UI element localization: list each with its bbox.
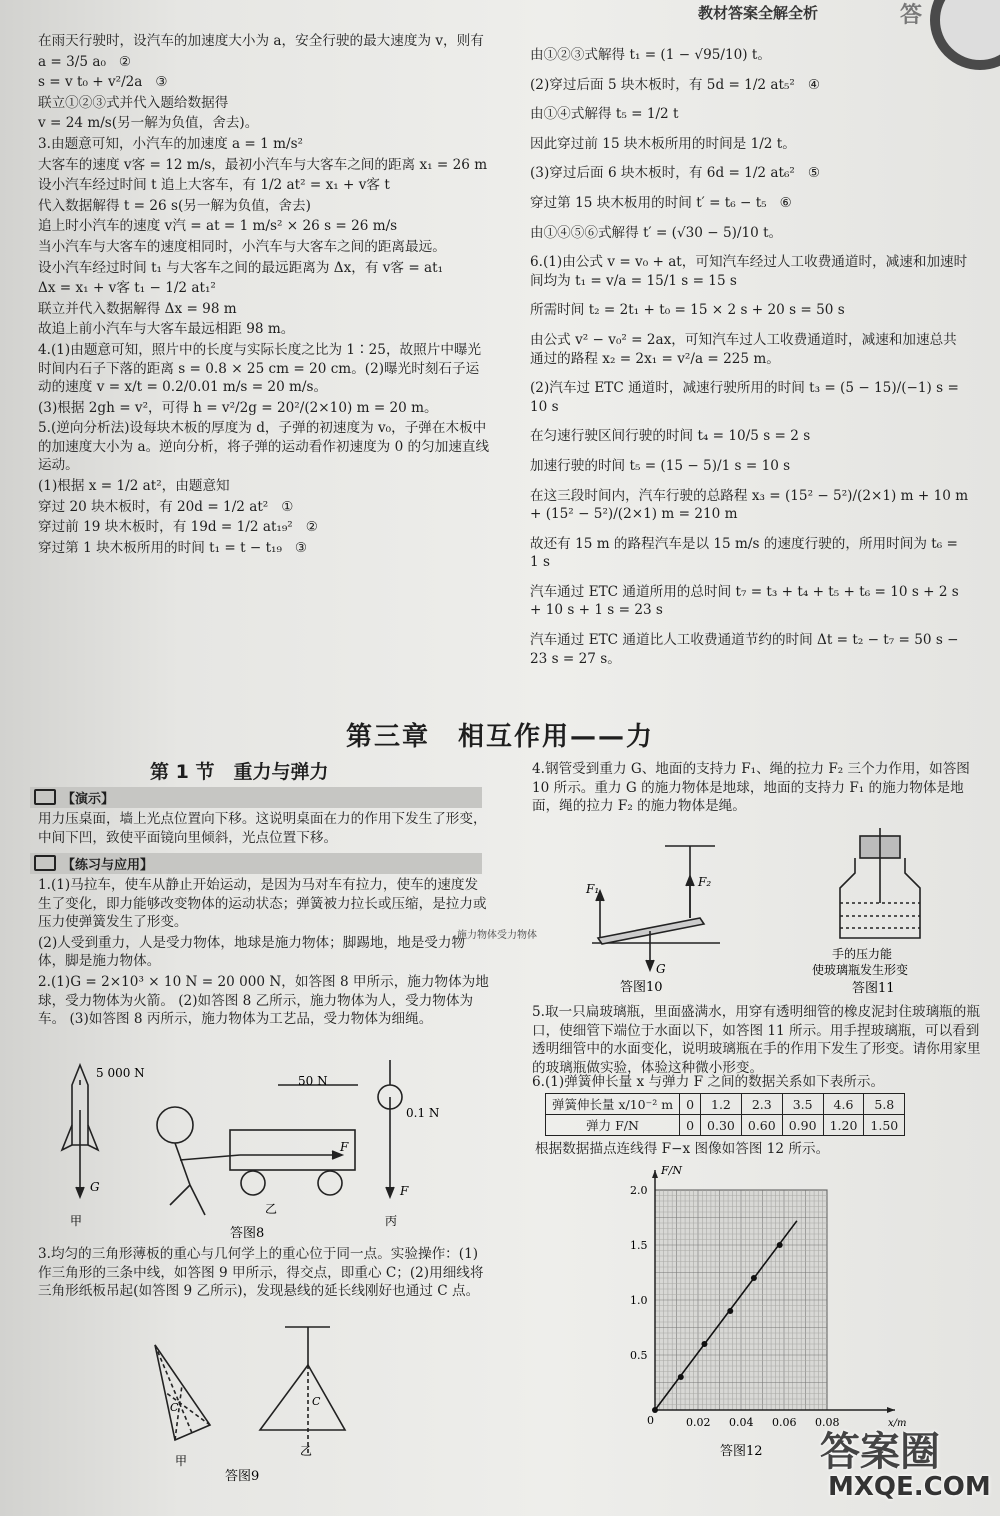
answer-paragraph: 4.钢管受到重力 G、地面的支持力 F₁、绳的拉力 F₂ 三个力作用，如答图 10 所示。重力 G 的施力物体是地球，地面的支持力 F₁ 的施力物体是地面，绳的拉力 F₂ 的施力物体是绳。 bbox=[532, 761, 975, 815]
chart-x-arrow bbox=[887, 1407, 895, 1413]
answer-paragraph: v = 24 m/s(另一解为负值，舍去)。 bbox=[38, 115, 259, 132]
fig10-g: G bbox=[656, 962, 666, 976]
watermark bbox=[820, 1420, 995, 1510]
fig8-bing: 丙 bbox=[385, 1214, 398, 1228]
chart-y-label: F/N bbox=[661, 1164, 682, 1177]
fig8-rocket-force: 5 000 N bbox=[96, 1066, 145, 1080]
answer-paragraph: 5.(逆向分析法)设每块木板的厚度为 d，子弹的初速度为 v₀，子弹在木板中的加速度大小为 a。逆向分析，将子弹的运动看作初速度为 0 的匀加速直线运动。 bbox=[38, 420, 490, 474]
table-cell: 2.3 bbox=[741, 1094, 782, 1115]
answer-paragraph: 汽车通过 ETC 通道所用的总时间 t₇ = t₃ + t₄ + t₅ + t₆ = 10 s + 2 s + 10 s + 1 s = 23 s bbox=[530, 583, 964, 619]
fig11-label-2: 使玻璃瓶发生形变 bbox=[812, 963, 909, 977]
watermark-line-1: 答案圈 bbox=[820, 1429, 940, 1475]
chart-y-tick-label: 0.5 bbox=[630, 1349, 648, 1362]
answer-paragraph: 2.(1)G = 2×10³ × 10 N = 20 000 N，如答图 8 甲所示，施力物体为地球，受力物体为火箭。 (2)如答图 8 乙所示，施力物体为人，受力物体为车。 (3)如答图 8 丙所示，施力物体为工艺品，受力物体为细绳。 bbox=[38, 973, 489, 1028]
table-cell: 1.50 bbox=[864, 1115, 905, 1136]
answer-paragraph: 3.由题意可知，小汽车的加速度 a = 1 m/s² bbox=[38, 135, 304, 152]
answer-paragraph: 在这三段时间内，汽车行驶的总路程 x₃ = (15² − 5²)/(2×1) m + 10 m + (15² − 5²)/(2×1) m = 210 m bbox=[530, 487, 973, 523]
margin-handwritten-note: 施力物体受力物体 bbox=[457, 930, 537, 941]
answer-paragraph: 穿过 20 块木板时，有 20d = 1/2 at² ① bbox=[38, 498, 294, 515]
answer-paragraph: a = 3/5 a₀ ② bbox=[38, 53, 132, 70]
answer-paragraph: (2)穿过后面 5 块木板时，有 5d = 1/2 at₅² ④ bbox=[530, 76, 821, 93]
answer-paragraph: 大客车的速度 v客 = 12 m/s，最初小汽车与大客车之间的距离 x₁ = 26 m bbox=[38, 156, 488, 173]
table-cell: 4.6 bbox=[823, 1094, 864, 1115]
fig9-yi: 乙 bbox=[300, 1444, 313, 1458]
answer-paragraph: 加速行驶的时间 t₅ = (15 − 5)/1 s = 10 s bbox=[530, 457, 791, 474]
practice-text bbox=[38, 876, 490, 1031]
chart-x-tick-label: 0.06 bbox=[772, 1416, 797, 1429]
table-cell: 5.8 bbox=[864, 1094, 905, 1115]
answer-paragraph: (3)穿过后面 6 块木板时，有 6d = 1/2 at₆² ⑤ bbox=[530, 165, 821, 182]
fig8-f2-label: F bbox=[400, 1184, 409, 1198]
figure-12-chart bbox=[610, 1160, 910, 1460]
answer-paragraph: (1)根据 x = 1/2 at²，由题意知 bbox=[38, 478, 230, 495]
running-corner-text: 答 bbox=[900, 3, 923, 28]
answer-paragraph: Δx = x₁ + v客 t₁ − 1/2 at₁² bbox=[38, 280, 216, 297]
chart-y-tick-label: 2.0 bbox=[630, 1184, 648, 1197]
figure-8 bbox=[40, 1055, 480, 1245]
chart-origin-label: 0 bbox=[647, 1414, 654, 1427]
chart-data-point bbox=[701, 1341, 707, 1347]
answer-paragraph: 汽车通过 ETC 通道比人工收费通道节约的时间 Δt = t₂ − t₇ = 50 s − 23 s = 27 s。 bbox=[530, 632, 963, 667]
fig9-caption: 答图9 bbox=[225, 1469, 260, 1484]
chart-data-point bbox=[777, 1242, 783, 1248]
demo-text: 用力压桌面，墙上光点位置向下移。这说明桌面在力的作用下发生了形变，中间下凹，致使平面镜向里倾斜，光点位置下移。 bbox=[38, 811, 487, 846]
right-column-bottom bbox=[532, 760, 982, 818]
fig11-label-1: 手的压力能 bbox=[832, 947, 893, 961]
table-cell: 1.2 bbox=[701, 1094, 742, 1115]
answer-paragraph: 设小汽车经过时间 t₁ 与大客车之间的最远距离为 Δx，有 v客 = at₁ bbox=[38, 259, 444, 276]
table-cell: 3.5 bbox=[782, 1094, 823, 1115]
answer-paragraph: 4.(1)由题意可知，照片中的长度与实际长度之比为 1∶25，故照片中曝光时间内石子下落的距离 s = 0.8 × 25 cm = 20 cm。(2)曝光时刻石子运动的速度 v = x/t = 0.2/0.01 m/s = 20 m/s。 bbox=[38, 341, 482, 396]
fig8-caption: 答图8 bbox=[230, 1226, 265, 1241]
figure-9 bbox=[130, 1325, 390, 1485]
table-cell: 0.60 bbox=[741, 1115, 782, 1136]
chart-x-tick-label: 0.02 bbox=[686, 1416, 711, 1429]
answer-paragraph: 在雨天行驶时，设汽车的加速度大小为 a，安全行驶的最大速度为 v，则有 bbox=[38, 33, 484, 49]
chapter-title: 第三章 相互作用——力 bbox=[345, 722, 654, 752]
fig10-caption: 答图10 bbox=[620, 980, 663, 995]
left-column-top bbox=[38, 32, 490, 559]
section-title: 第 1 节 重力与弹力 bbox=[150, 761, 329, 783]
table-cell: 0 bbox=[680, 1115, 701, 1136]
answer-paragraph: (2)汽车过 ETC 通道时，减速行驶所用的时间 t₃ = (5 − 15)/(−1) s = 10 s bbox=[530, 380, 964, 415]
tag-practice-label: 【练习与应用】 bbox=[62, 858, 154, 873]
book-icon bbox=[34, 855, 56, 871]
table-cell: 0.30 bbox=[701, 1115, 742, 1136]
chart-y-arrow bbox=[652, 1170, 658, 1178]
answer-paragraph: 由①④⑤⑥式解得 t′ = (√30 − 5)/10 t。 bbox=[530, 224, 783, 241]
fig8-yi: 乙 bbox=[265, 1202, 278, 1216]
chart-x-tick-label: 0.08 bbox=[815, 1416, 840, 1429]
fig9-c-jia: C bbox=[170, 1401, 179, 1414]
fig8-f-label: F bbox=[340, 1140, 349, 1154]
answer-paragraph: 故追上前小汽车与大客车最远相距 98 m。 bbox=[38, 321, 295, 338]
tag-practice bbox=[30, 853, 482, 874]
watermark-line-2: MXQE.COM bbox=[828, 1472, 991, 1502]
chart-data-point bbox=[727, 1308, 733, 1314]
fig9-jia: 甲 bbox=[175, 1454, 188, 1468]
fig10-f1: F₁ bbox=[586, 882, 600, 896]
book-icon bbox=[34, 789, 56, 805]
tag-demo-label: 【演示】 bbox=[62, 792, 115, 807]
answer-paragraph: 由①②③式解得 t₁ = (1 − √95/10) t。 bbox=[530, 47, 771, 63]
answer-paragraph: 由①④式解得 t₅ = 1/2 t bbox=[530, 106, 679, 123]
tag-demo bbox=[30, 787, 482, 808]
chart-data-point bbox=[652, 1407, 658, 1413]
chart-data-point bbox=[678, 1374, 684, 1380]
figure-10 bbox=[580, 838, 730, 998]
answer-paragraph: 联立①②③式并代入题给数据得 bbox=[38, 94, 229, 111]
right-column-top bbox=[530, 46, 973, 679]
fig8-g-label: G bbox=[90, 1180, 100, 1194]
answer-paragraph: (3)根据 2gh = v²，可得 h = v²/2g = 20²/(2×10) m = 20 m。 bbox=[38, 399, 438, 416]
answer-paragraph: 6.(1)由公式 v = v₀ + at，可知汽车经过人工收费通道时，减速和加速时间均为 t₁ = v/a = 15/1 s = 15 s bbox=[530, 254, 968, 289]
answer-paragraph: 代入数据解得 t = 26 s(另一解为负值，舍去) bbox=[38, 197, 311, 214]
chart-x-label: x/m bbox=[888, 1418, 907, 1429]
answer-paragraph: 穿过前 19 块木板时，有 19d = 1/2 at₁₉² ② bbox=[38, 519, 318, 536]
table-cell: 0 bbox=[680, 1094, 701, 1115]
table-row-label: 弹簧伸长量 x/10⁻² m bbox=[546, 1094, 680, 1115]
answer-paragraph: 故还有 15 m 的路程汽车是以 15 m/s 的速度行驶的，所用时间为 t₆ = 1 s bbox=[530, 535, 963, 571]
answer-paragraph: 当小汽车与大客车的速度相同时，小汽车与大客车之间的距离最远。 bbox=[38, 238, 446, 255]
answer-paragraph: (2)人受到重力，人是受力物体，地球是施力物体；脚踢地，地是受力物体，脚是施力物体。 bbox=[38, 934, 466, 970]
answer-paragraph: 因此穿过前 15 块木板所用的时间是 1/2 t。 bbox=[530, 135, 796, 152]
fig10-f2: F₂ bbox=[698, 875, 712, 889]
table-row bbox=[546, 1115, 905, 1136]
chart-y-tick-label: 1.0 bbox=[630, 1294, 648, 1307]
table-row bbox=[546, 1094, 905, 1115]
answer-paragraph: 6.(1)弹簧伸长量 x 与弹力 F 之间的数据关系如下表所示。 bbox=[532, 1074, 885, 1090]
answer-paragraph: 所需时间 t₂ = 2t₁ + t₀ = 15 × 2 s + 20 s = 50 s bbox=[530, 302, 845, 319]
chart-data-point bbox=[751, 1275, 757, 1281]
fig9-c-yi: C bbox=[312, 1395, 321, 1408]
spring-data-table bbox=[545, 1093, 905, 1136]
table-cell: 1.20 bbox=[823, 1115, 864, 1136]
practice-text-3: 3.均匀的三角形薄板的重心与几何学上的重心位于同一点。实验操作：(1)作三角形的三条中线，如答图 9 甲所示，得交点，即重心 C；(2)用细线将三角形纸板吊起(如答图 9 乙所示)，发现悬线的延长线刚好也通过 C 点。 bbox=[38, 1246, 484, 1300]
chart-x-tick-label: 0.04 bbox=[729, 1416, 754, 1429]
answer-paragraph: 由公式 v² − v₀² = 2ax，可知汽车过人工收费通道时，减速和加速总共通过的路程 x₂ = 2x₁ = v²/a = 225 m。 bbox=[530, 331, 957, 367]
figure-11 bbox=[810, 828, 960, 998]
answer-paragraph: s = v t₀ + v²/2a ③ bbox=[38, 74, 168, 91]
answer-paragraph: 5.取一只扁玻璃瓶，里面盛满水，用穿有透明细管的橡皮泥封住玻璃瓶的瓶口，使细管下端位于水面以下，如答图 11 所示。用手捏玻璃瓶，可以看到透明细管中的水面变化，说明玻璃瓶在手的作用下发生了形变。请你用家里的玻璃瓶做实验，体验这种微小形变。 bbox=[532, 1004, 981, 1076]
answer-paragraph: 1.(1)马拉车，使车从静止开始运动，是因为马对车有拉力，使车的速度发生了变化，即力能够改变物体的运动状态；弹簧被力拉长或压缩，是拉力或压力使弹簧发生了形变。 bbox=[38, 877, 487, 931]
fig8-cart-force: 50 N bbox=[298, 1074, 328, 1088]
answer-paragraph: 联立并代入数据解得 Δx = 98 m bbox=[38, 300, 237, 317]
fig8-jia: 甲 bbox=[70, 1214, 83, 1228]
running-title: 教材答案全解全析 bbox=[698, 4, 819, 22]
chart-caption: 答图12 bbox=[720, 1444, 763, 1459]
answer-paragraph: 追上时小汽车的速度 v汽 = at = 1 m/s² × 26 s = 26 m/s bbox=[38, 218, 398, 235]
answer-paragraph: 设小汽车经过时间 t 追上大客车，有 1/2 at² = x₁ + v客 t bbox=[38, 177, 390, 194]
graph-note: 根据数据描点连线得 F−x 图像如答图 12 所示。 bbox=[535, 1141, 830, 1157]
table-cell: 0.90 bbox=[782, 1115, 823, 1136]
chart-y-tick-label: 1.5 bbox=[630, 1239, 648, 1252]
answer-paragraph: 穿过第 15 块木板用的时间 t′ = t₆ − t₅ ⑥ bbox=[530, 194, 792, 211]
table-row-label: 弹力 F/N bbox=[546, 1115, 680, 1136]
fig11-caption: 答图11 bbox=[852, 981, 895, 996]
fig8-ornament-force: 0.1 N bbox=[406, 1106, 440, 1120]
answer-paragraph: 在匀速行驶区间行驶的时间 t₄ = 10/5 s = 2 s bbox=[530, 428, 811, 445]
answer-paragraph: 穿过第 1 块木板所用的时间 t₁ = t − t₁₉ ③ bbox=[38, 539, 308, 556]
